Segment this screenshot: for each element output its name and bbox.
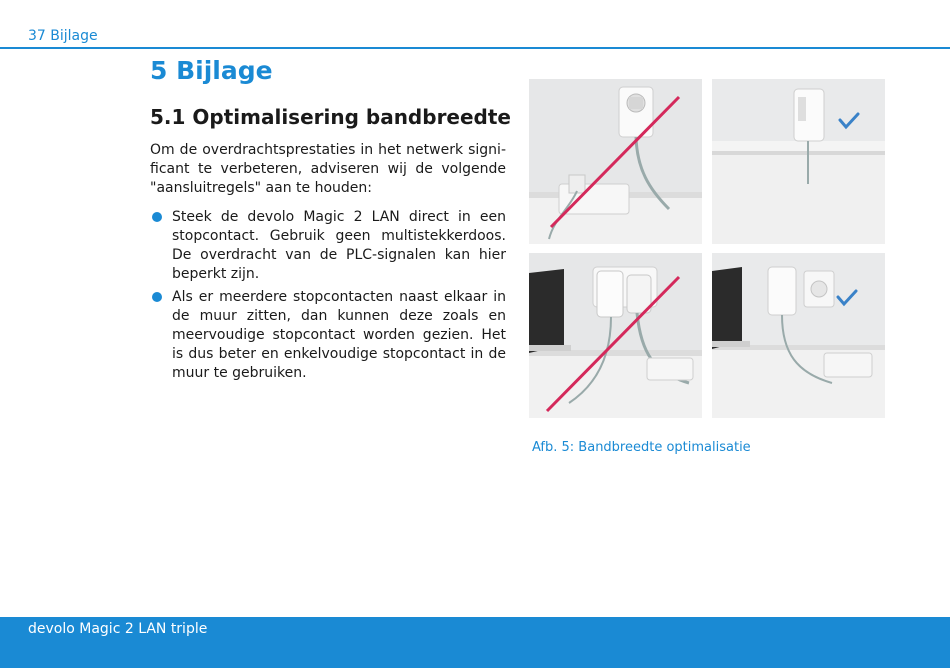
- list-item-text: Steek de devolo Magic 2 LAN direct in een stopcontact. Gebruik geen multistekkerdoos. De overdracht van de PLC-signalen kan hier beperkt zijn.: [172, 209, 506, 282]
- bullet-list: [150, 208, 506, 387]
- list-item: [150, 288, 506, 383]
- list-item-text: Als er meerdere stopcontacten naast elkaar in de muur zitten, dan kunnen deze zoals en meervoudige stopcontact worden gezien. Het is dus beter en enkelvoudige stopcontact in de muur te gebruiken.: [172, 289, 506, 381]
- intro-paragraph: Om de overdrachtsprestaties in het netwerk signi-ficant te verbeteren, adviseren wij de volgende "aansluitregels" aan te houden:: [150, 142, 506, 196]
- footer-product-name: devolo Magic 2 LAN triple: [28, 621, 208, 637]
- bullet-icon: [152, 292, 162, 302]
- figure-panel-multi-socket: [529, 253, 702, 418]
- bullet-icon: [152, 212, 162, 222]
- figure-panel-single-socket: [712, 253, 885, 418]
- chapter-title: 5 Bijlage: [150, 56, 273, 85]
- list-item: [150, 208, 506, 284]
- figure-panel-power-strip: [529, 79, 702, 244]
- figure-bandwidth: [529, 79, 885, 419]
- figure-panel-wall-socket: [712, 79, 885, 244]
- running-header: 37 Bijlage: [28, 28, 98, 44]
- figure-caption: Afb. 5: Bandbreedte optimalisatie: [532, 440, 751, 455]
- header-rule: [0, 47, 950, 49]
- section-title: 5.1 Optimalisering bandbreedte: [150, 105, 511, 129]
